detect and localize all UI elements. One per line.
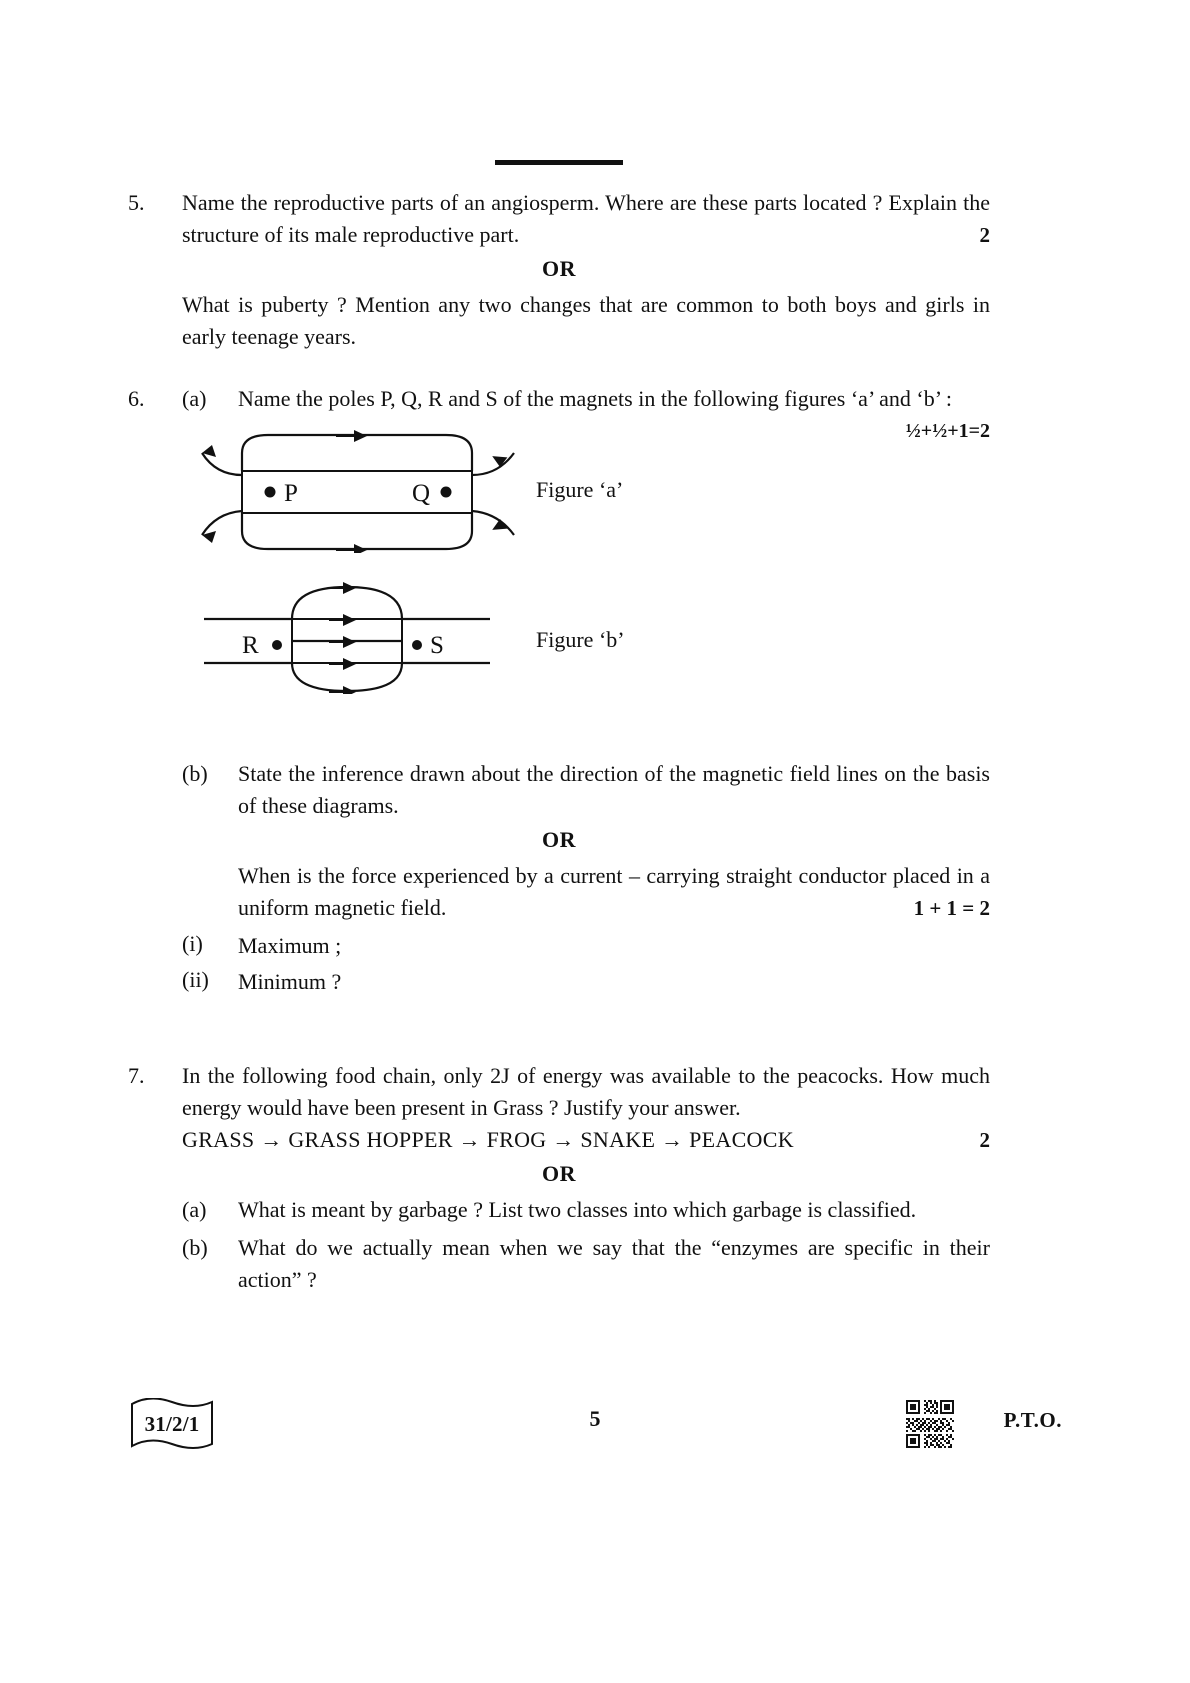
figure-b-diagram	[184, 579, 744, 694]
question-6-item-i-text: Maximum ;	[238, 933, 342, 958]
figure-a-caption: Figure ‘a’	[536, 477, 624, 502]
paper-code-text: 31/2/1	[144, 1411, 200, 1436]
figure-a-pole-right-label: Q	[412, 480, 431, 507]
question-6	[128, 383, 990, 1000]
figure-b-caption: Figure ‘b’	[536, 627, 625, 652]
question-6-part-a-text: Name the poles P, Q, R and S of the magnets in the following figures ‘a’ and ‘b’ :	[238, 386, 953, 411]
question-6-or-label: OR	[542, 827, 576, 852]
spacer-after-q5	[128, 353, 990, 383]
question-5-alternative: What is puberty ? Mention any two changes that are common to both boys and girls in early teenage years.	[182, 292, 990, 349]
spacer-after-q6	[128, 1000, 990, 1046]
question-6-alternative-marks: 1 + 1 = 2	[913, 896, 990, 920]
qr-code	[904, 1398, 956, 1450]
question-6-part-a-label: (a)	[182, 386, 207, 411]
spacer-after-figures	[128, 694, 990, 740]
question-7-or-label: OR	[542, 1161, 576, 1186]
question-6-item-ii-tag: (ii)	[182, 967, 209, 992]
question-6-part-b-text: State the inference drawn about the direction of the magnetic field lines on the basis of these diagrams.	[238, 761, 990, 818]
question-7	[128, 1060, 990, 1296]
pto-label: P.T.O.	[1003, 1408, 1062, 1432]
figure-b-pole-left-label: R	[242, 632, 259, 659]
question-5	[128, 187, 990, 353]
qr-code-glyph	[904, 1398, 956, 1450]
question-7-food-chain: GRASS → GRASS HOPPER → FROG → SNAKE → PEACOCK	[182, 1127, 794, 1152]
page-content	[128, 160, 990, 1296]
question-6-part-a-marks: ½+½+1=2	[905, 420, 990, 442]
page-number: 5	[589, 1406, 601, 1431]
question-5-text: Name the reproductive parts of an angiosperm. Where are these parts located ? Explain the structure of its male reproductive part.	[182, 190, 990, 247]
question-7-alt-b-text: What do we actually mean when we say that the “enzymes are specific in their action” ?	[238, 1235, 990, 1292]
question-6-part-b-label: (b)	[182, 761, 208, 786]
figure-b-pole-right-label: S	[430, 632, 444, 659]
question-6-item-ii-text: Minimum ?	[238, 969, 342, 994]
figure-a-pole-left-label: P	[284, 480, 298, 507]
question-5-marks: 2	[979, 223, 990, 247]
question-6-item-i-tag: (i)	[182, 931, 203, 956]
question-6-alternative-text: When is the force experienced by a current – carrying straight conductor placed in a uniform magnetic field.	[238, 863, 990, 920]
page-footer	[128, 1398, 1062, 1458]
question-7-number: 7.	[128, 1063, 145, 1088]
figure-a-diagram	[184, 423, 744, 553]
question-5-or-label: OR	[542, 256, 576, 281]
figure-b-container	[184, 579, 990, 694]
top-divider-rule	[495, 160, 623, 165]
question-5-number: 5.	[128, 190, 145, 215]
figure-a-container	[184, 423, 990, 553]
question-7-alt-b-tag: (b)	[182, 1235, 208, 1260]
question-6-number: 6.	[128, 386, 145, 411]
question-7-marks: 2	[979, 1128, 990, 1152]
question-7-alt-a-tag: (a)	[182, 1197, 207, 1222]
question-7-text: In the following food chain, only 2J of energy was available to the peacocks. How much energy would have been present in Grass ? Justify your answer.	[182, 1063, 990, 1120]
question-7-alt-a-text: What is meant by garbage ? List two classes into which garbage is classified.	[238, 1197, 917, 1222]
